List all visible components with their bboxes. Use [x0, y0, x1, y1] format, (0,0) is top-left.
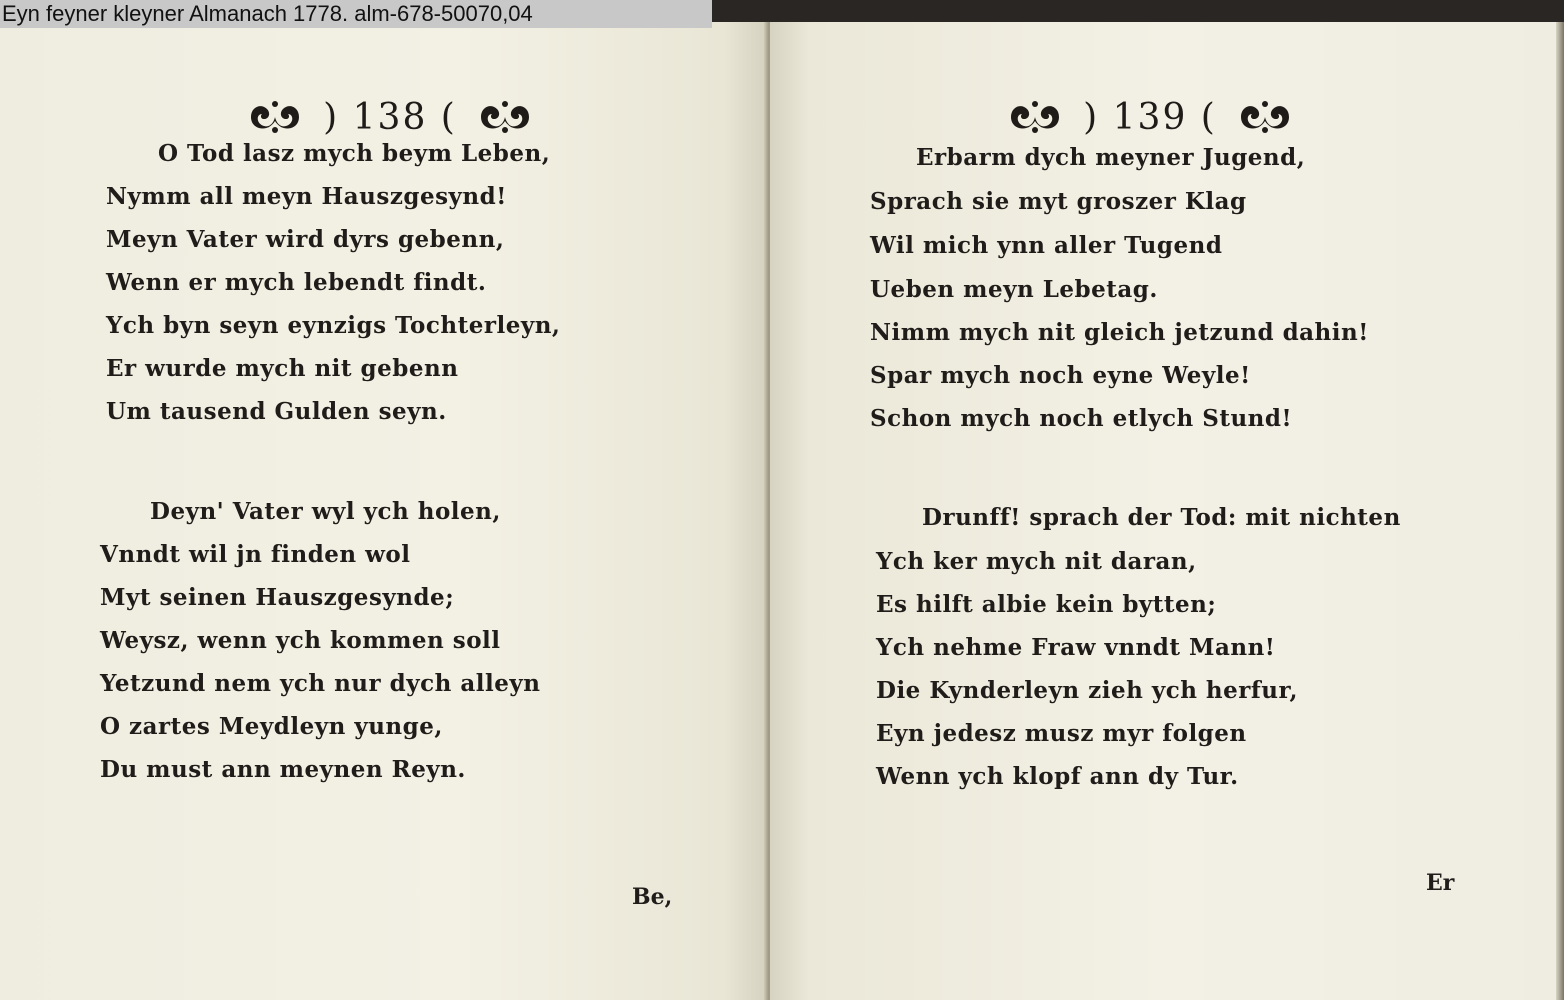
verse-line: Wenn ych klopf ann dy Tur. [876, 763, 1239, 790]
verse-line: Meyn Vater wird dyrs gebenn, [106, 226, 505, 253]
book-edge [1556, 22, 1564, 1000]
verse-line: Deyn' Vater wyl ych holen, [150, 498, 501, 525]
verse-line: Nymm all meyn Hauszgesynd! [106, 183, 507, 210]
verse-line: Die Kynderleyn zieh ych herfur, [876, 677, 1298, 704]
page-header-left [230, 92, 550, 142]
verse-line: O Tod lasz mych beym Leben, [158, 140, 551, 167]
image-caption: Eyn feyner kleyner Almanach 1778. alm-678-50070,04 [0, 0, 712, 28]
verse-line: Weysz, wenn ych kommen soll [100, 627, 501, 654]
verse-line: Myt seinen Hauszgesynde; [100, 584, 455, 611]
fleuron-ornament-icon [1007, 98, 1063, 136]
left-page [0, 22, 770, 1000]
verse-line: Ych nehme Fraw vnndt Mann! [876, 634, 1276, 661]
verse-line: Wil mich ynn aller Tugend [870, 232, 1223, 259]
verse-line: O zartes Meydleyn yunge, [100, 713, 443, 740]
page-header-right [990, 92, 1310, 142]
verse-line: Spar mych noch eyne Weyle! [870, 362, 1251, 389]
verse-line: Ych byn seyn eynzigs Tochterleyn, [106, 312, 561, 339]
verse-line: Yetzund nem ych nur dych alleyn [100, 670, 541, 697]
verse-line: Ueben meyn Lebetag. [870, 276, 1158, 303]
fleuron-ornament-icon [1237, 98, 1293, 136]
verse-line: Erbarm dych meyner Jugend, [916, 144, 1306, 171]
right-page [770, 22, 1560, 1000]
verse-line: Um tausend Gulden seyn. [106, 398, 447, 425]
verse-line: Vnndt wil jn finden wol [100, 541, 411, 568]
verse-line: Sprach sie myt groszer Klag [870, 188, 1247, 215]
verse-line: Ych ker mych nit daran, [876, 548, 1197, 575]
verse-line: Er wurde mych nit gebenn [106, 355, 459, 382]
verse-line: Drunff! sprach der Tod: mit nichten [922, 504, 1401, 531]
fleuron-ornament-icon [477, 98, 533, 136]
verse-line: Es hilft albie kein bytten; [876, 591, 1217, 618]
verse-line: Schon mych noch etlych Stund! [870, 405, 1293, 432]
catchword: Er [1426, 870, 1455, 896]
catchword: Be, [632, 884, 673, 910]
verse-line: Wenn er mych lebendt findt. [106, 269, 487, 296]
page-number: ) 138 ( [323, 96, 457, 138]
page-number: ) 139 ( [1083, 96, 1217, 138]
verse-line: Eyn jedesz musz myr folgen [876, 720, 1247, 747]
fleuron-ornament-icon [247, 98, 303, 136]
verse-line: Nimm mych nit gleich jetzund dahin! [870, 319, 1369, 346]
verse-line: Du must ann meynen Reyn. [100, 756, 466, 783]
